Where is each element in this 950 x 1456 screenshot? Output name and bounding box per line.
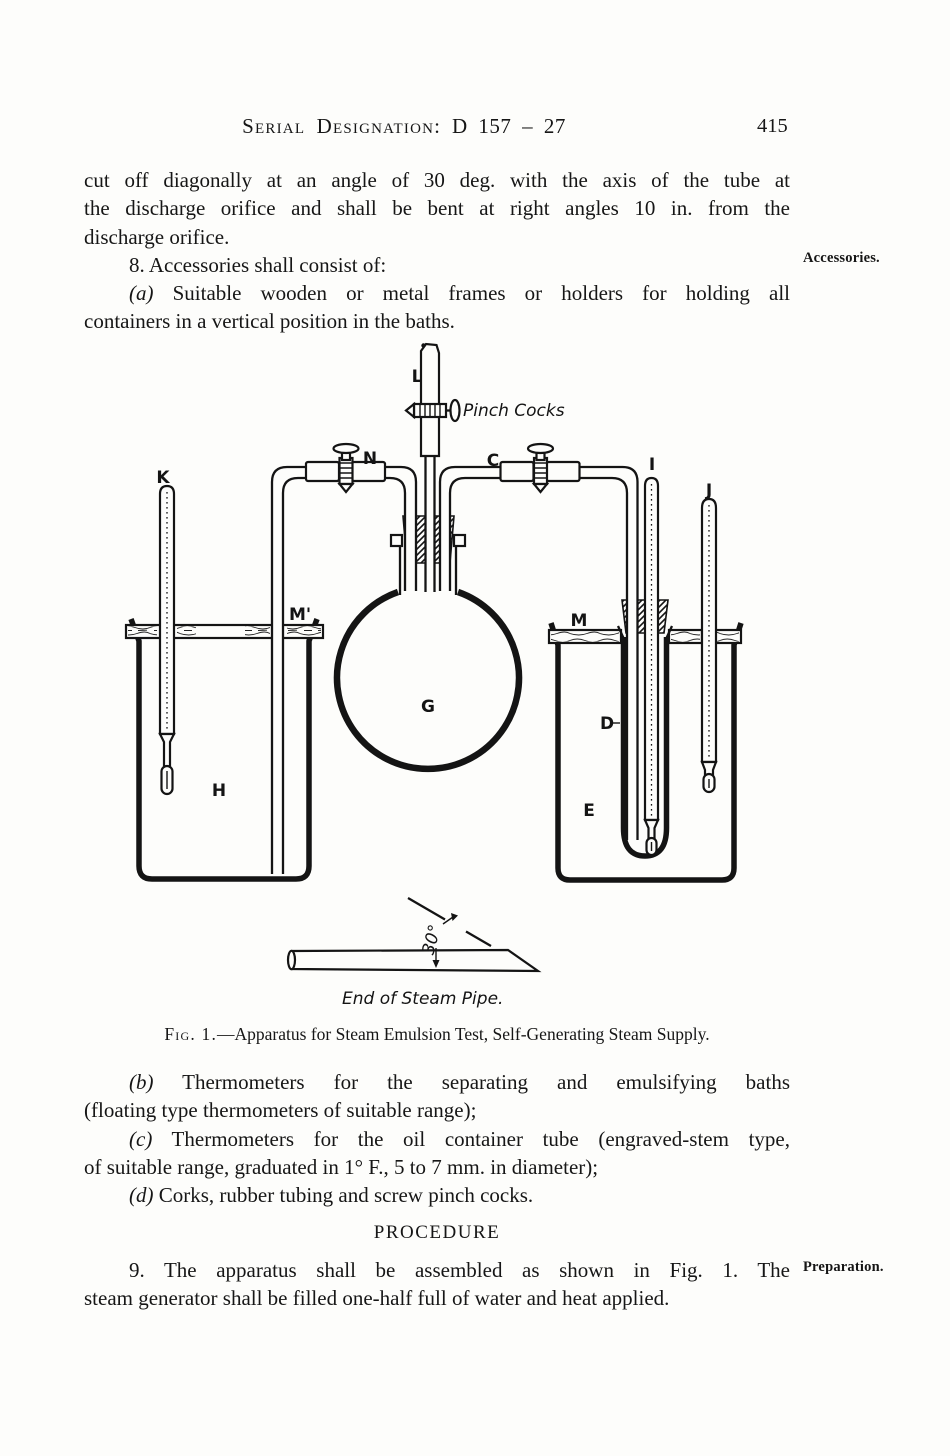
figure-caption: Fig. 1.—Apparatus for Steam Emulsion Test, Self-Generating Steam Supply. (164, 1024, 710, 1044)
tube-C-branch (440, 467, 638, 840)
pinch-cock-L (406, 400, 460, 421)
label-M: M (570, 611, 588, 631)
section-8-line: 8. Accessories shall consist of: (129, 252, 387, 277)
body-text-top (84, 166, 790, 336)
item-c-label: (c) (129, 1126, 153, 1151)
text-line: the discharge orifice and shall be bent at right angles 10 in. from the (84, 196, 790, 221)
thermometer-I (645, 478, 658, 855)
text-line: of suitable range, graduated in 1° F., 5 to 7 mm. in diameter); (84, 1154, 599, 1179)
thermometer-J (702, 499, 716, 792)
designation-code: D 157 – 27 (451, 114, 566, 138)
label-D: D (599, 714, 615, 734)
label-M-prime: M' (288, 605, 312, 625)
procedure-heading: PROCEDURE (373, 1222, 501, 1243)
label-C: C (486, 451, 500, 471)
pinch-cocks-label: Pinch Cocks (463, 401, 565, 421)
end-of-steam-pipe-label: End of Steam Pipe. (342, 989, 504, 1009)
label-G: G (421, 697, 435, 717)
label-K: K (156, 468, 170, 488)
figure-apparatus (0, 340, 950, 1016)
figure-caption-label: Fig. 1. (164, 1024, 218, 1044)
item-d-line: (d) Corks, rubber tubing and screw pinch cocks. (129, 1183, 534, 1208)
angle-annotation: 30° (418, 922, 446, 957)
flask-neck-rim (391, 535, 402, 546)
text-line: containers in a vertical position in the baths. (84, 309, 455, 334)
body-text-procedure (84, 1256, 790, 1313)
margin-note-accessories: Accessories. (803, 250, 880, 266)
body-text-items (84, 1068, 790, 1209)
flask-neck-rim (454, 535, 465, 546)
label-I: I (648, 455, 656, 475)
left-beaker (126, 619, 323, 879)
page-number: 415 (757, 115, 788, 137)
thermometer-K (160, 486, 174, 794)
running-head (84, 114, 724, 139)
tube-N-branch (272, 467, 416, 874)
item-a-line: (a) Suitable wooden or metal frames or holders for holding all (129, 281, 790, 306)
label-J: J (705, 481, 713, 501)
label-H: H (211, 781, 227, 801)
designation-label: Serial Designation: (242, 114, 442, 138)
text-line: (floating type thermometers of suitable range); (84, 1098, 477, 1123)
item-b-line: (b) Thermometers for the separating and emulsifying baths (129, 1070, 790, 1094)
item-c-line: (c) Thermometers for the oil container tube (engraved-stem type, (129, 1126, 790, 1151)
item-a-label: (a) (129, 281, 154, 306)
margin-note-preparation: Preparation. (803, 1259, 884, 1275)
pinch-cock-C (501, 444, 580, 492)
text-line: discharge orifice. (84, 224, 230, 249)
text-line: cut off diagonally at an angle of 30 deg. with the axis of the tube at (84, 168, 790, 192)
steam-pipe-detail (288, 898, 538, 1009)
label-L: L (411, 367, 423, 387)
section-9-line: 9. The apparatus shall be assembled as shown in Fig. 1. The (129, 1258, 790, 1282)
item-d-label: (d) (129, 1183, 154, 1208)
item-b-label: (b) (129, 1070, 154, 1094)
label-E: E (583, 801, 595, 821)
label-N: N (362, 449, 378, 469)
text-line: steam generator shall be filled one-half full of water and heat applied. (84, 1286, 670, 1311)
